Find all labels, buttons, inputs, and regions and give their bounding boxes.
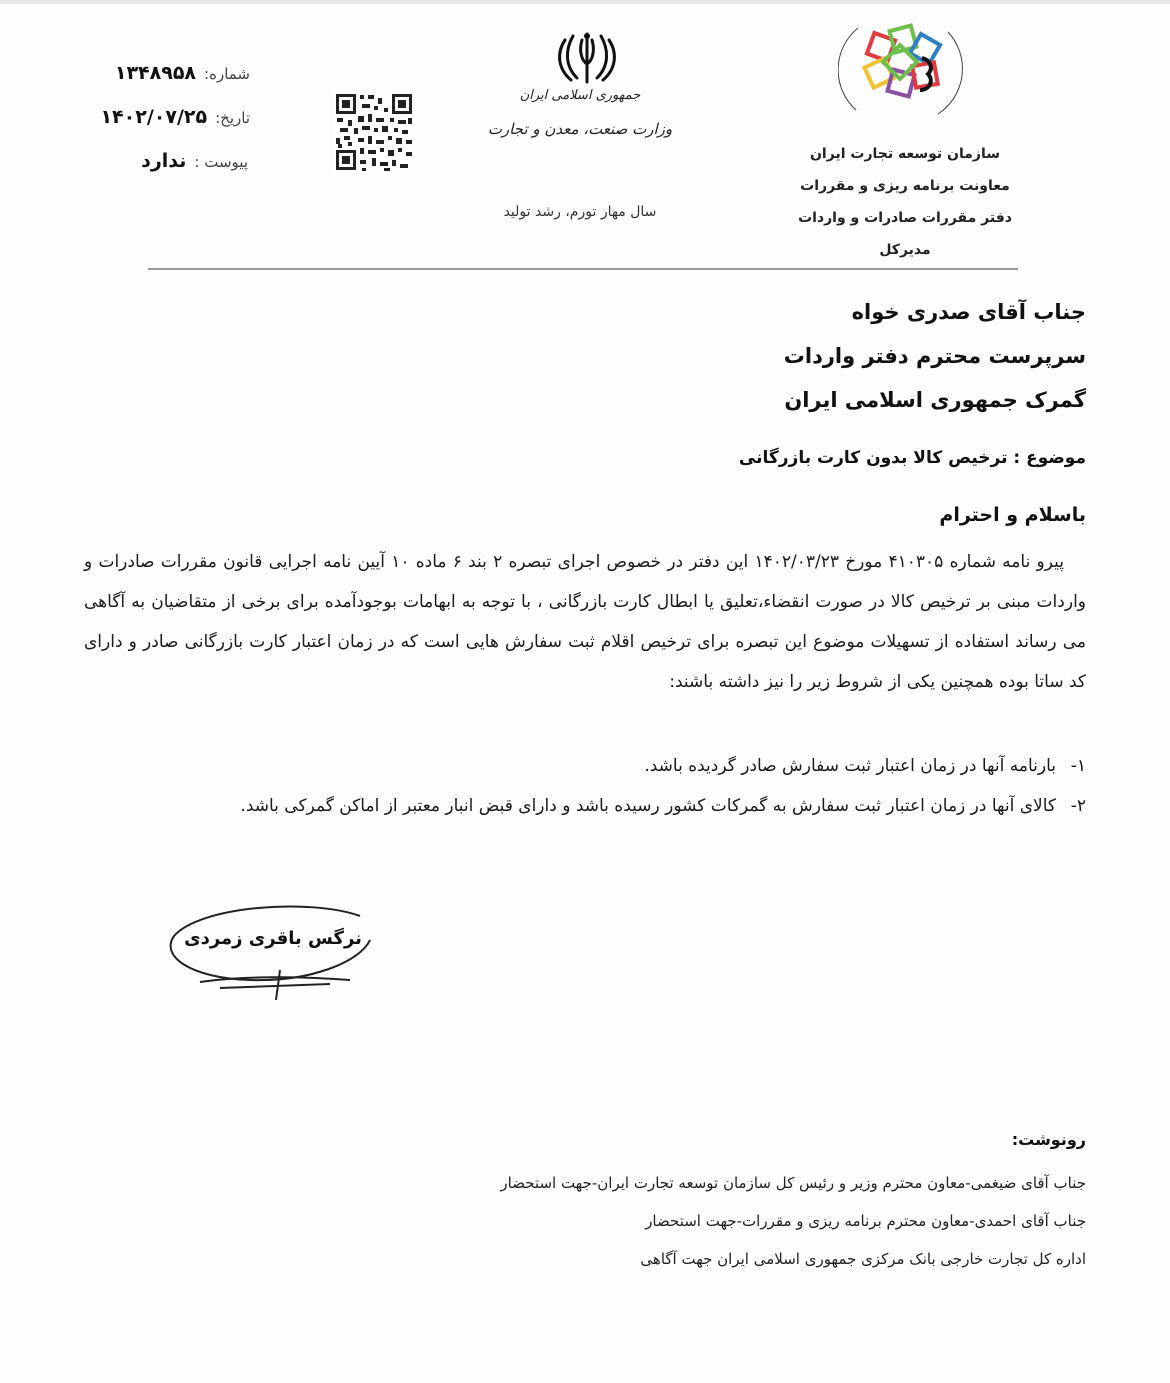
meta-attachment bbox=[70, 150, 270, 194]
signature-scribble bbox=[160, 896, 380, 1006]
attachment-label: پیوست : bbox=[194, 153, 248, 171]
attachment-value: ندارد bbox=[141, 150, 187, 172]
copies-title: رونوشت: bbox=[1011, 1130, 1086, 1149]
addressee-block bbox=[486, 292, 1086, 424]
date-value: ۱۴۰۲/۰۷/۲۵ bbox=[100, 106, 208, 128]
number-label: شماره: bbox=[204, 65, 250, 83]
addressee-name: جناب آقای صدری خواه bbox=[851, 300, 1086, 324]
copy-recipient: اداره کل تجارت خارجی بانک مرکزی جمهوری اسلامی ایران جهت آگاهی bbox=[640, 1250, 1086, 1268]
ministry-title: وزارت صنعت، معدن و تجارت bbox=[487, 120, 673, 138]
qr-code-icon bbox=[334, 92, 414, 172]
item-text: کالای آنها در زمان اعتبار ثبت سفارش به گمرکات کشور رسیده باشد و دارای قبض انبار معتبر از اماکن گمرکی باشد. bbox=[240, 796, 1056, 816]
addressee-org: گمرک جمهوری اسلامی ایران bbox=[784, 388, 1086, 412]
meta-date bbox=[70, 106, 270, 150]
trade-promotion-logo-icon bbox=[838, 2, 968, 132]
org-director: مدیرکل bbox=[879, 242, 931, 258]
conditions-list bbox=[84, 746, 1086, 826]
signatory-name: نرگس باقری زمردی bbox=[184, 928, 362, 949]
organization-lines bbox=[760, 138, 1050, 266]
org-office: دفتر مقررات صادرات و واردات bbox=[798, 210, 1012, 226]
org-deputy: معاونت برنامه ریزی و مقررات bbox=[800, 178, 1010, 194]
item-number: ۱- bbox=[1070, 756, 1086, 776]
letter-greeting: باسلام و احترام bbox=[939, 504, 1086, 526]
copy-recipient: جناب آقای ضیغمی-معاون محترم وزیر و رئیس کل سازمان توسعه تجارت ایران-جهت استحضار bbox=[500, 1174, 1086, 1192]
number-value: ۱۳۴۸۹۵۸ bbox=[114, 62, 197, 84]
item-text: بارنامه آنها در زمان اعتبار ثبت سفارش صادر گردیده باشد. bbox=[644, 756, 1056, 776]
list-item bbox=[84, 746, 1086, 786]
list-item bbox=[84, 786, 1086, 826]
letter-meta bbox=[70, 62, 270, 194]
item-number: ۲- bbox=[1070, 796, 1086, 816]
addressee-title: سرپرست محترم دفتر واردات bbox=[783, 344, 1086, 368]
year-slogan: سال مهار تورم، رشد تولید bbox=[503, 204, 657, 220]
meta-number bbox=[70, 62, 270, 106]
org-name: سازمان توسعه تجارت ایران bbox=[809, 146, 1001, 162]
top-edge bbox=[0, 0, 1170, 4]
republic-title: جمهوری اسلامی ایران bbox=[519, 88, 641, 103]
iran-emblem-icon bbox=[555, 30, 619, 86]
copies-block bbox=[386, 1124, 1086, 1278]
header-divider bbox=[148, 268, 1018, 270]
copy-recipient: جناب آقای احمدی-معاون محترم برنامه ریزی و مقررات-جهت استحضار bbox=[645, 1212, 1086, 1230]
letter-body bbox=[84, 542, 1086, 702]
letter-subject: موضوع : ترخیص کالا بدون کارت بازرگانی bbox=[738, 448, 1086, 468]
body-text: پیرو نامه شماره ۴۱۰۳۰۵ مورخ ۱۴۰۲/۰۳/۲۳ این دفتر در خصوص اجرای تبصره ۲ بند ۶ ماده ۱۰ آیین نامه اجرایی قانون مقررات صادرات و واردات مبنی بر ترخیص کالا در صورت انقضاء،تعلیق یا ابطال کارت بازرگانی ، با توجه به ابهامات بوجودآمده برای برخی از متقاضیان به آگاهی می رساند استفاده از تسهیلات موضوع این تبصره برای ترخیص اقلام ثبت سفارش هایی است که در زمان اعتبار کارت بازرگانی صادر و دارای کد ساتا بوده همچنین یکی از شروط زیر را نیز داشته باشند: bbox=[84, 552, 1086, 692]
date-label: تاریخ: bbox=[215, 109, 250, 127]
